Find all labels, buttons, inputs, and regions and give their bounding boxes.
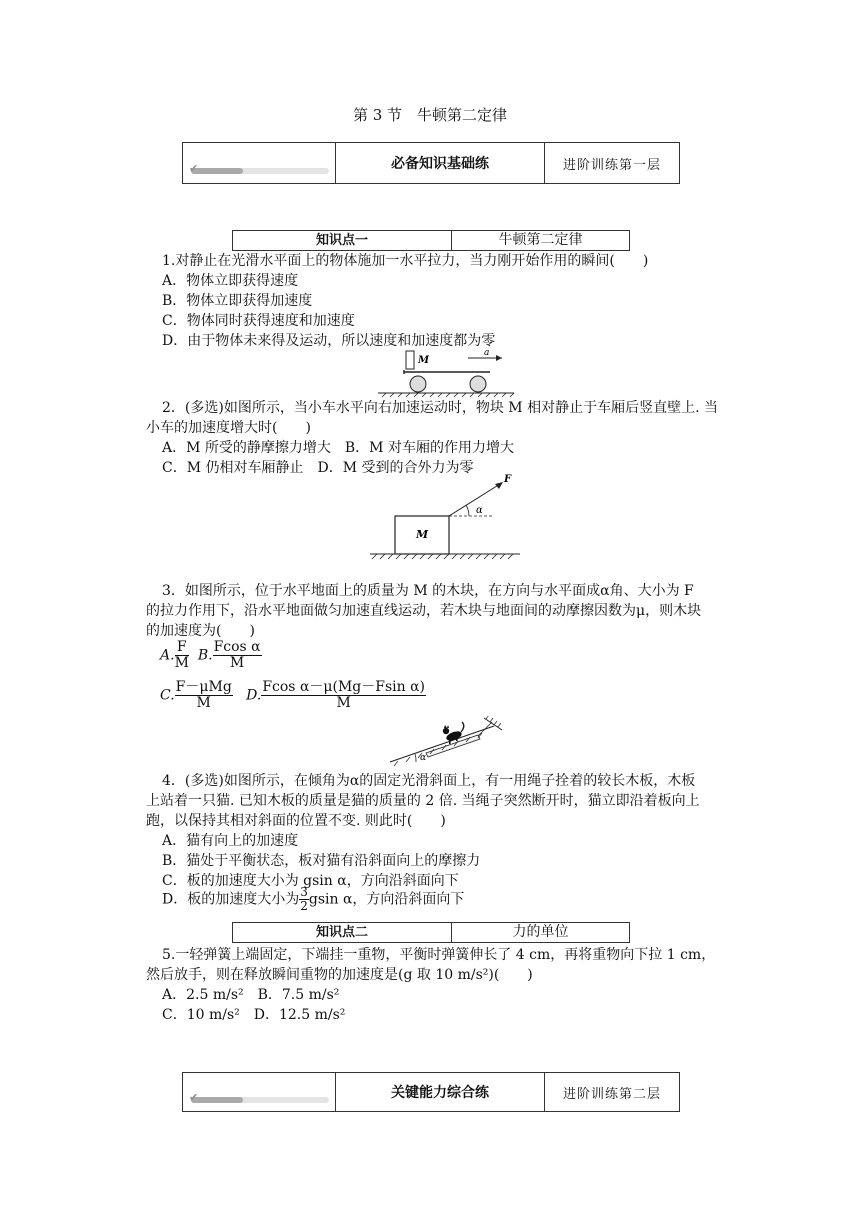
knowledge-point-name: 知识点二 xyxy=(233,923,452,942)
figure-incline-cat xyxy=(386,716,512,770)
option-d-fraction: $\frac{3}{2}$ xyxy=(300,885,308,913)
section-banner-advanced xyxy=(182,1072,680,1112)
question-1-option-b: B．物体立即获得加速度 xyxy=(162,293,313,309)
force-arrow xyxy=(449,484,500,516)
angle-arc xyxy=(466,505,469,516)
question-3-stem-line1: 3．如图所示，位于水平地面上的质量为 M 的木块，在方向与水平面成α角、大小为 F xyxy=(162,583,694,599)
knowledge-point-topic: 力的单位 xyxy=(512,924,569,940)
block-label: M xyxy=(418,355,430,366)
knowledge-point-header xyxy=(232,230,630,251)
progress-bar xyxy=(191,168,329,174)
question-5-stem-line1: 5.一轻弹簧上端固定，下端挂一重物，平衡时弹簧伸长了 4 cm，再将重物向下拉 1 cm， xyxy=(162,947,716,963)
angle-label: α xyxy=(476,505,483,516)
question-4-stem-line1: 4．(多选)如图所示，在倾角为α的固定光滑斜面上，有一用绳子拴着的较长木板，木板 xyxy=(162,773,696,789)
ground-hatch xyxy=(372,554,513,559)
question-1-stem: 1.对静止在光滑水平面上的物体施加一水平拉力，当力刚开始作用的瞬间( ) xyxy=(162,253,649,269)
angle-label: α xyxy=(420,753,427,763)
angle-arc xyxy=(415,754,416,762)
option-label: B. xyxy=(197,647,213,664)
option-label: A. xyxy=(160,647,175,664)
banner-level: 进阶训练第一层 xyxy=(562,157,661,173)
banner-title: 必备知识基础练 xyxy=(336,143,545,183)
question-3-stem-line3: 的加速度为( ) xyxy=(146,623,255,639)
force-arrow-head xyxy=(495,482,503,489)
knowledge-point-name: 知识点一 xyxy=(233,231,452,250)
banner-level: 进阶训练第二层 xyxy=(562,1086,661,1102)
figure-cart xyxy=(376,348,516,398)
question-3-stem-line2: 的拉力作用下，沿水平地面做匀加速直线运动，若木块与地面间的动摩擦因数为μ，则木块 xyxy=(146,603,702,619)
progress-fill xyxy=(191,168,243,174)
banner-title: 关键能力综合练 xyxy=(336,1073,545,1111)
option-a-fraction: $\frac{F}{M}$ xyxy=(174,639,189,671)
cart-wheel-left xyxy=(410,376,426,392)
knowledge-point-topic: 牛顿第二定律 xyxy=(498,232,583,248)
question-2-options-ab: A．M 所受的静摩擦力增大 B．M 对车厢的作用力增大 xyxy=(162,440,514,456)
cart-wall xyxy=(406,351,414,369)
force-label: F xyxy=(504,474,512,485)
question-1-option-a: A．物体立即获得速度 xyxy=(162,273,299,289)
question-5-options-cd: C．10 m/s² D．12.5 m/s² xyxy=(162,1007,346,1023)
ground-hatch xyxy=(382,393,514,397)
option-d-fraction: $\frac{\text{Fcos α－μ(Mg－Fsin α)}}{M}$ xyxy=(262,679,426,711)
section-banner-basic xyxy=(182,142,680,184)
banner-progress-cell xyxy=(183,143,336,183)
question-5-options-ab: A．2.5 m/s² B．7.5 m/s² xyxy=(162,987,340,1003)
knowledge-point-header xyxy=(232,922,630,943)
option-label: D. xyxy=(246,687,262,704)
question-2-options-cd: C．M 仍相对车厢静止 D．M 受到的合外力为零 xyxy=(162,460,474,476)
option-b-fraction: $\frac{\text{Fcos α}}{M}$ xyxy=(213,639,261,671)
question-5-stem-line2: 然后放手，则在释放瞬间重物的加速度是(g 取 10 m/s²)( ) xyxy=(146,967,533,983)
question-4-option-b: B．猫处于平衡状态，板对猫有沿斜面向上的摩擦力 xyxy=(162,853,481,869)
question-1-option-c: C．物体同时获得速度和加速度 xyxy=(162,313,355,329)
accel-label: a xyxy=(484,348,490,358)
question-3-options-cd xyxy=(160,680,426,711)
question-4-stem-line2: 上站着一只猫. 已知木板的质量是猫的质量的 2 倍. 当绳子突然断开时，猫立即沿着板向上 xyxy=(146,793,700,809)
banner-progress-cell xyxy=(183,1073,336,1111)
question-4-stem-line3: 跑，以保持其相对斜面的位置不变. 则此时( ) xyxy=(146,813,446,829)
question-2-stem-line1: 2．(多选)如图所示，当小车水平向右加速运动时，物块 M 相对静止于车厢后竖直壁上. 当 xyxy=(162,400,718,416)
progress-bar xyxy=(191,1097,329,1103)
question-4-option-c: C．板的加速度大小为 gsin α，方向沿斜面向下 xyxy=(162,873,459,889)
question-4-option-a: A．猫有向上的加速度 xyxy=(162,833,299,849)
rope xyxy=(478,722,492,736)
question-4-option-d: D．板的加速度大小为 $\frac{3}{2}$ gsin α，方向沿斜面向下 xyxy=(162,885,465,913)
option-label: C. xyxy=(160,687,175,704)
block-label: M xyxy=(416,528,429,541)
question-3-options-ab xyxy=(160,640,262,671)
question-1-option-d: D．由于物体未来得及运动，所以速度和加速度都为零 xyxy=(162,333,496,349)
option-c-fraction: $\frac{\text{F－μMg}}{M}$ xyxy=(175,679,232,711)
check-icon: ✔ xyxy=(189,1091,199,1104)
accel-arrow-head xyxy=(496,355,502,361)
question-2-stem-line2: 小车的加速度增大时( ) xyxy=(146,420,311,436)
incline-surface xyxy=(390,726,494,762)
figure-block-force xyxy=(368,474,526,564)
page-title: 第 3 节 牛顿第二定律 xyxy=(352,106,508,124)
check-icon: ✔ xyxy=(189,162,199,175)
progress-fill xyxy=(191,1097,243,1103)
cart-wheel-right xyxy=(470,376,486,392)
